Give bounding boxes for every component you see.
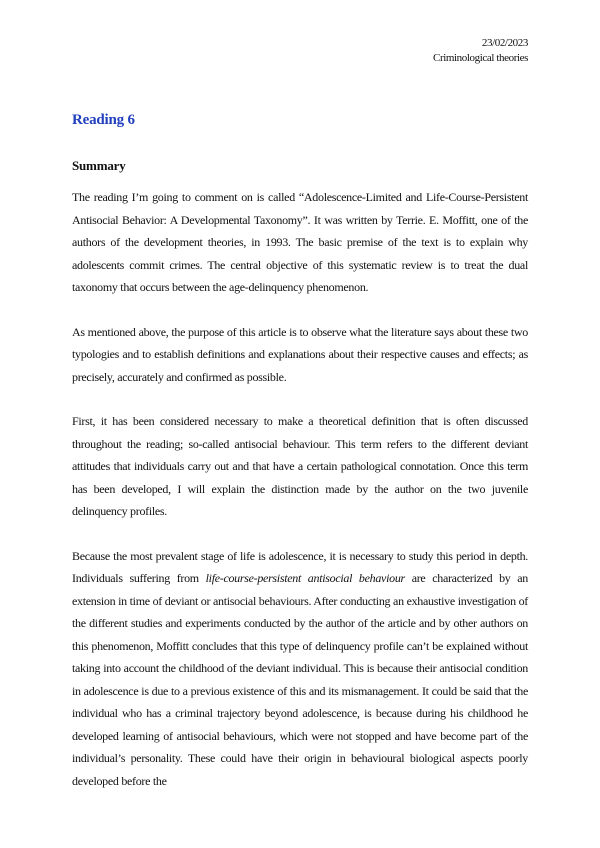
page-header <box>433 36 528 66</box>
document-title: Reading 6 <box>72 112 135 128</box>
section-heading-summary: Summary <box>72 158 126 173</box>
paragraph-4-start: Because the most prevalent stage of life is adolescence, it is necessary to study this period in depth. Individuals suffering from <box>72 548 528 585</box>
header-date: 23/02/2023 <box>481 37 528 49</box>
paragraph-3: First, it has been considered necessary to make a theoretical definition that is often discussed throughout the reading; so-called antisocial behaviour. This term refers to the different deviant attitudes that individuals carry out and that have a certain pathological connotation. Once this term has been developed, I will explain the distinction made by the author on the two juvenile delinquency profiles. <box>72 414 528 518</box>
body-text <box>72 186 528 814</box>
paragraph-1: The reading I’m going to comment on is called “Adolescence-Limited and Life-Course-Persistent Antisocial Behavior: A Developmental Taxonomy”. It was written by Terrie. E. Moffitt, one of the authors of the development theories, in 1993. The basic premise of the text is to explain why adolescents commit crimes. The central objective of this systematic review is to treat the dual taxonomy that occurs between the age-delinquency phenomenon. <box>72 190 528 294</box>
header-course: Criminological theories <box>433 52 528 64</box>
paragraph-4 <box>72 545 528 793</box>
paragraph-4-end: are characterized by an extension in time of deviant or antisocial behaviours. After conducting an exhaustive investigation of the different studies and experiments conducted by the author of the article and by other authors on this phenomenon, Moffitt concludes that this type of delinquency profile can’t be explained without taking into account the childhood of the deviant individual. This is because their antisocial condition in adolescence is due to a previous existence of this and its mismanagement. It could be said that the individual who has a criminal trajectory beyond adolescence, is because during his childhood he developed learning of antisocial behaviours, which were not stopped and have become part of the individual’s personality. These could have their origin in behavioural biological aspects poorly developed before the <box>72 571 528 788</box>
paragraph-2: As mentioned above, the purpose of this article is to observe what the literature says about these two typologies and to establish definitions and explanations about their respective causes and effects; as precisely, accurately and confirmed as possible. <box>72 324 528 384</box>
paragraph-4-emphasis: life-course-persistent antisocial behaviour <box>205 571 405 585</box>
